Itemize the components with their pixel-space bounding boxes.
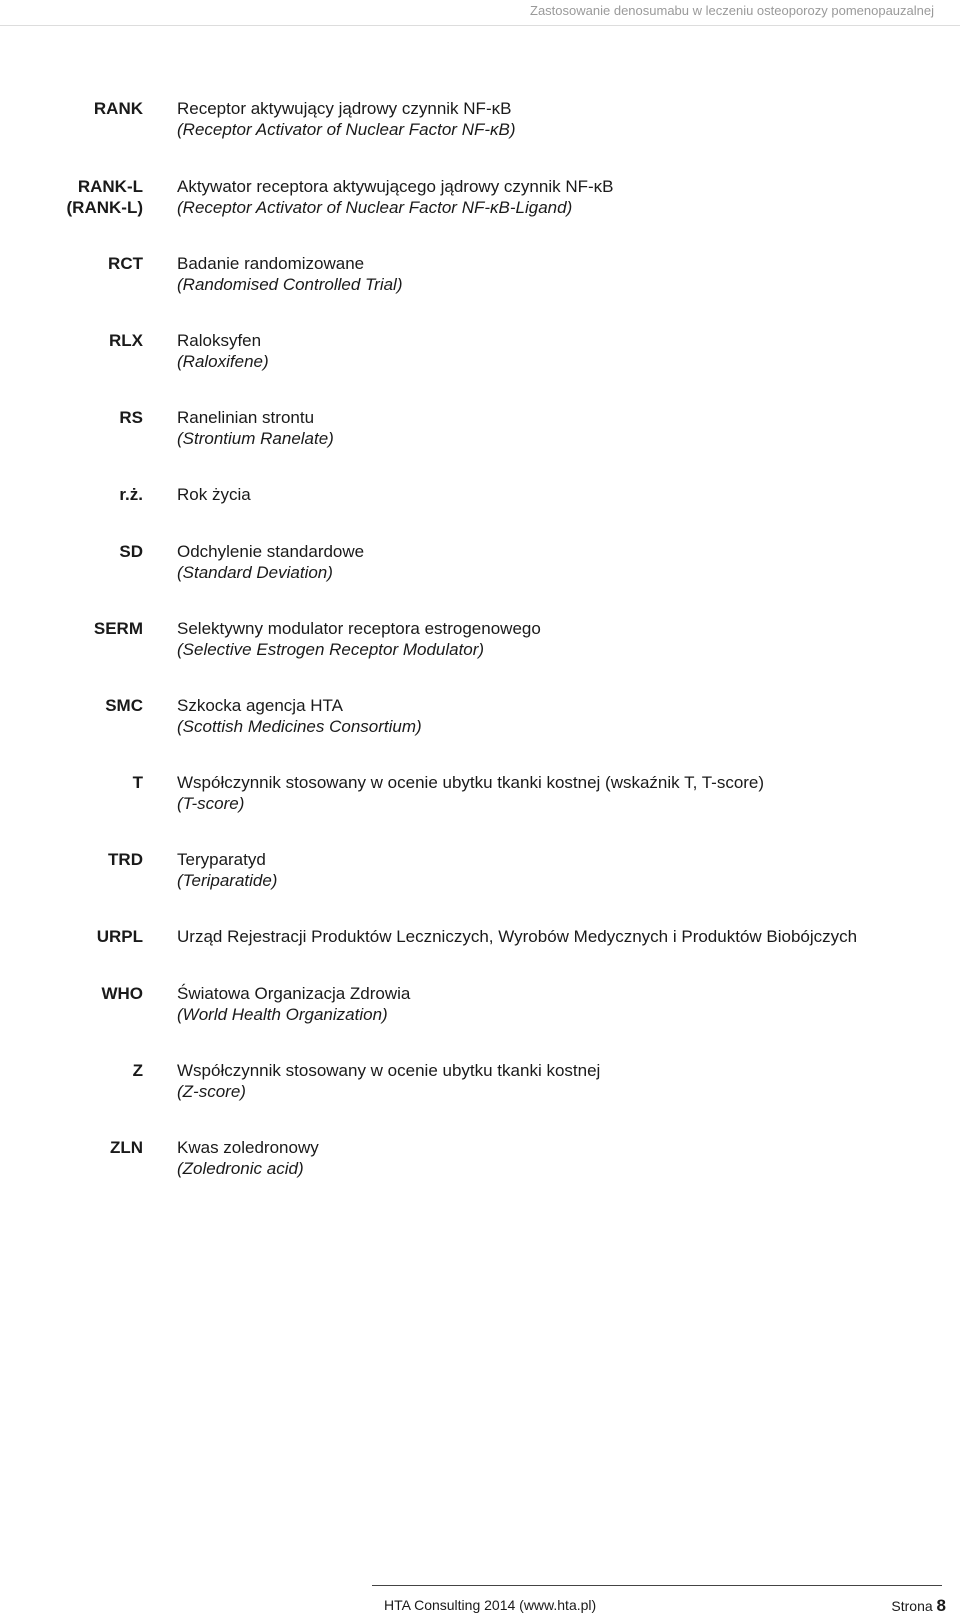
definition-polish: Receptor aktywujący jądrowy czynnik NF-κB — [177, 99, 512, 118]
abbreviation-definition — [177, 253, 403, 295]
abbreviation-term: ZLN — [109, 1138, 143, 1157]
footer-divider — [372, 1585, 942, 1586]
definition-polish: Szkocka agencja HTA — [177, 696, 343, 715]
abbreviation-definition — [177, 926, 857, 947]
abbreviation-term: RCT — [108, 254, 143, 273]
definition-english: (Scottish Medicines Consortium) — [177, 717, 422, 736]
abbreviation-term: SERM — [93, 619, 143, 638]
abbreviation-definition — [177, 541, 364, 583]
abbreviation-definition — [177, 484, 251, 505]
definition-english: (Zoledronic acid) — [177, 1159, 304, 1178]
abbreviation-definition — [177, 176, 614, 218]
abbreviation-term: SD — [119, 542, 143, 561]
definition-polish: Badanie randomizowane — [177, 254, 365, 273]
definition-english: (Strontium Ranelate) — [177, 429, 334, 448]
abbreviation-definition — [177, 772, 764, 814]
definition-english: (Receptor Activator of Nuclear Factor NF-κB) — [177, 120, 516, 139]
abbreviation-definition — [177, 618, 541, 660]
footer-organization: HTA Consulting 2014 (www.hta.pl) — [384, 1597, 597, 1613]
definition-polish: Rok życia — [177, 485, 251, 504]
abbreviation-term: RANK-L (RANK-L) — [66, 177, 143, 217]
definition-polish: Ranelinian strontu — [177, 408, 315, 427]
abbreviation-term: TRD — [108, 850, 143, 869]
abbreviation-term: T — [132, 773, 143, 792]
definition-english: (T-score) — [177, 794, 245, 813]
abbreviation-term: RLX — [109, 331, 143, 350]
abbreviation-term: SMC — [105, 696, 143, 715]
definition-polish: Selektywny modulator receptora estrogenowego — [177, 619, 541, 638]
page-header — [0, 0, 960, 26]
definition-english: (Selective Estrogen Receptor Modulator) — [177, 640, 485, 659]
definition-english: (Teriparatide) — [177, 871, 278, 890]
definition-english: (Standard Deviation) — [177, 563, 333, 582]
abbreviation-term: RANK — [93, 99, 143, 118]
definition-polish: Współczynnik stosowany w ocenie ubytku tkanki kostnej (wskaźnik T, T-score) — [177, 773, 765, 792]
abbreviation-term: URPL — [96, 927, 143, 946]
abbreviation-definition — [177, 1060, 600, 1102]
abbreviation-definition — [177, 849, 277, 891]
definition-english: (Randomised Controlled Trial) — [177, 275, 403, 294]
document-title: Zastosowanie denosumabu w leczeniu osteoporozy pomenopauzalnej — [530, 3, 934, 18]
page-footer — [0, 1585, 960, 1621]
page-number — [891, 1596, 946, 1616]
abbreviation-definition — [177, 1137, 319, 1179]
abbreviation-term: WHO — [101, 984, 143, 1003]
definition-polish: Współczynnik stosowany w ocenie ubytku tkanki kostnej — [177, 1061, 601, 1080]
definition-polish: Urząd Rejestracji Produktów Leczniczych, Wyrobów Medycznych i Produktów Biobójczych — [177, 927, 858, 946]
definition-english: (Raloxifene) — [177, 352, 269, 371]
definition-english: (Receptor Activator of Nuclear Factor NF-κB-Ligand) — [177, 198, 573, 217]
abbreviation-definition — [177, 983, 410, 1025]
abbreviation-term: RS — [119, 408, 143, 427]
definition-polish: Teryparatyd — [177, 850, 266, 869]
definition-polish: Raloksyfen — [177, 331, 262, 350]
header-divider — [0, 25, 960, 26]
abbreviation-definition — [177, 407, 334, 449]
page-label: Strona — [891, 1598, 933, 1614]
abbreviation-term: Z — [132, 1061, 143, 1080]
abbreviation-definition — [177, 330, 269, 372]
definition-polish: Światowa Organizacja Zdrowia — [177, 984, 411, 1003]
definition-polish: Kwas zoledronowy — [177, 1138, 319, 1157]
definition-english: (World Health Organization) — [177, 1005, 388, 1024]
definition-polish: Aktywator receptora aktywującego jądrowy czynnik NF-κB — [177, 177, 614, 196]
definition-polish: Odchylenie standardowe — [177, 542, 365, 561]
page-number-value: 8 — [936, 1596, 946, 1615]
abbreviation-definition — [177, 695, 422, 737]
definition-english: (Z-score) — [177, 1082, 246, 1101]
abbreviation-definition — [177, 98, 516, 140]
abbreviation-term: r.ż. — [119, 485, 143, 504]
